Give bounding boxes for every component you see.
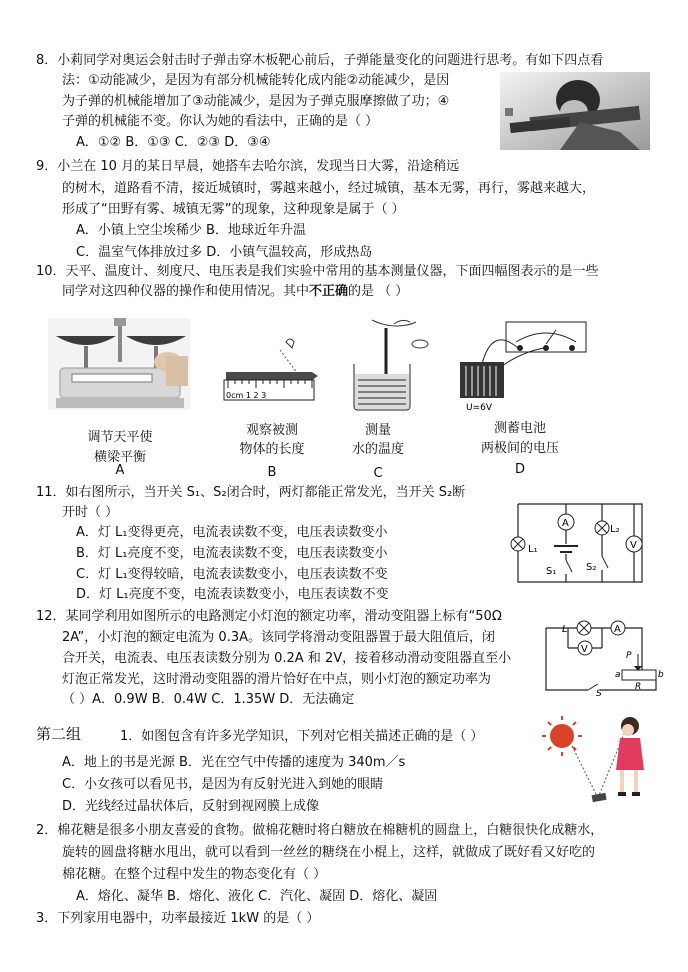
q12-circuit [538, 614, 664, 699]
q11-option-d: D．灯 L₁亮度不变，电流表读数变小，电压表读数不变 [76, 587, 389, 602]
q11-line-1: 11．如右图所示，当开关 S₁、S₂闭合时，两灯都能正常发光，当开关 S₂断 [36, 485, 466, 500]
group2-q2-line-1: 2．棉花糖是很多小朋友喜爱的食物。做棉花糖时将白糖放在棉糖机的圆盘上，白糖很快化成糖水， [36, 823, 604, 838]
group2-q1-option-ab: A．地上的书是光源 B．光在空气中传播的速度为 340m／s [62, 755, 406, 770]
q9-line-1: 9．小兰在 10 月的某日早晨，她搭车去哈尔滨，发现当日大雾，沿途稍远 [36, 159, 460, 174]
q9-option-cd: C．温室气体排放过多 D．小镇气温较高，形成热岛 [76, 245, 373, 260]
q9-line-2: 的树木，道路看不清，接近城镇时，雾越来越小，经过城镇，基本无雾，再行，雾越来越大， [62, 181, 596, 196]
group2-q1-option-d: D．光线经过晶状体后，反射到视网膜上成像 [62, 799, 320, 814]
q11-option-c: C．灯 L₁变得较暗，电流表读数变小，电压表读数不变 [76, 567, 388, 582]
caption-c-line-1: 测量 [364, 423, 391, 438]
q11-circuit [510, 496, 650, 590]
group2-q2-line-3: 棉花糖。在整个过程中发生的物态变化有（ ） [62, 867, 327, 882]
caption-d-letter: D [514, 462, 525, 477]
caption-c-line-2: 水的温度 [351, 442, 404, 457]
caption-b-line-2: 物体的长度 [239, 442, 305, 457]
group2-q1-option-c: C．小女孩可以看见书，是因为有反射光进入到她的眼睛 [62, 777, 384, 792]
group2-q2-options: A．熔化、凝华 B．熔化、液化 C．汽化、凝固 D．熔化、凝固 [76, 889, 438, 904]
caption-d-line-1: 测蓄电池 [493, 421, 546, 436]
ruler-scale-label: 0cm 1 2 3 [226, 391, 267, 400]
q11-l2-label: L₂ [610, 524, 620, 535]
q10-line-2-tail: 的是 （ ） [348, 284, 409, 299]
q8-line-3: 为子弹的机械能增加了③动能减少，是因为子弹克服摩擦做了功；④ [62, 94, 450, 109]
q12-lamp-label: L [562, 624, 568, 635]
battery-voltage-label: U=6V [466, 403, 493, 413]
q12-switch-label: S [596, 689, 602, 699]
q12-line-3: 合开关，电流表、电压表读数分别为 0.2A 和 2V，接着移动滑动变阻器直至小 [62, 651, 512, 666]
q11-line-2: 开时（ ） [62, 505, 119, 520]
q12-ammeter-label: A [614, 624, 621, 635]
balance-figure [48, 318, 190, 410]
q12-end-b-label: b [658, 670, 664, 680]
q8-options: A．①② B．①③ C．②③ D．③④ [76, 135, 271, 150]
q9-line-3: 形成了“田野有雾、城镇无雾”的现象，这种现象是属于（ ） [62, 202, 405, 217]
q10-emphasis: 不正确 [309, 284, 349, 299]
q12-voltmeter-label: V [581, 644, 588, 655]
q11-s1-label: S₁ [546, 566, 557, 577]
q10-line-2-start: 同学对这四种仪器的操作和使用情况。其中 [62, 284, 310, 299]
q11-option-b: B．灯 L₁亮度不变，电流表读数不变，电压表读数变小 [76, 546, 388, 561]
q12-end-a-label: a [615, 670, 621, 680]
q12-slider-label: P [626, 651, 632, 661]
caption-b-letter: B [267, 465, 277, 480]
q9-option-ab: A．小镇上空尘埃稀少 B．地球近年升温 [76, 223, 306, 238]
q12-resistor-label: R [635, 682, 642, 692]
q10-line-2 [62, 283, 408, 300]
thermometer-figure [350, 316, 430, 412]
q12-line-1: 12．某同学利用如图所示的电路测定小灯泡的额定功率，滑动变阻器上标有“50Ω [36, 609, 502, 624]
q11-ammeter-label: A [562, 518, 569, 529]
q12-line-2: 2A”，小灯泡的额定电流为 0.3A。该同学将滑动变阻器置于最大阻值后，闭 [62, 630, 495, 645]
q10-line-1: 10．天平、温度计、刻度尺、电压表是我们实验中常用的基本测量仪器，下面四幅图表示的是一些 [36, 264, 599, 279]
voltmeter-battery-figure [452, 318, 592, 414]
q11-s2-label: S₂ [586, 562, 597, 573]
q12-line-4: 灯泡正常发光，这时滑动变阻器的滑片恰好在中点，则小灯泡的额定功率为 [62, 672, 492, 687]
q11-l1-label: L₁ [528, 544, 538, 555]
caption-c-letter: C [373, 466, 383, 481]
group2-q2-line-2: 旋转的圆盘将糖水甩出，就可以看到一丝丝的糖绕在小棍上，这样，就做成了既好看又好吃的 [62, 845, 596, 860]
q11-option-a: A．灯 L₁变得更亮，电流表读数不变，电压表读数变小 [76, 525, 388, 540]
group2-q1: 1．如图包含有许多光学知识，下列对它相关描述正确的是（ ） [120, 729, 484, 744]
q11-voltmeter-label: V [630, 540, 637, 551]
q8-line-2: 法：①动能减少，是因为有部分机械能转化成内能②动能减少，是因 [62, 73, 450, 88]
q12-options: （ ）A．0.9W B．0.4W C．1.35W D．无法确定 [62, 692, 355, 707]
caption-a-line-2: 横梁平衡 [93, 450, 146, 465]
girl-sun-figure [540, 712, 650, 808]
caption-d-line-2: 两极间的电压 [480, 441, 559, 456]
ruler-figure [222, 336, 318, 402]
group2-title: 第二组 [36, 725, 82, 743]
caption-b-line-1: 观察被测 [245, 423, 298, 438]
group2-q3: 3．下列家用电器中，功率最接近 1kW 的是（ ） [36, 911, 320, 926]
shooter-photo [500, 72, 650, 150]
caption-a-letter: A [115, 463, 125, 478]
caption-a-line-1: 调节天平使 [87, 430, 153, 445]
q8-line-1: 8．小莉同学对奥运会射击时子弹击穿木板靶心前后，子弹能量变化的问题进行思考。有如下四点看 [36, 53, 604, 68]
q8-line-4: 子弹的机械能不变。你认为她的看法中，正确的是（ ） [62, 114, 379, 129]
